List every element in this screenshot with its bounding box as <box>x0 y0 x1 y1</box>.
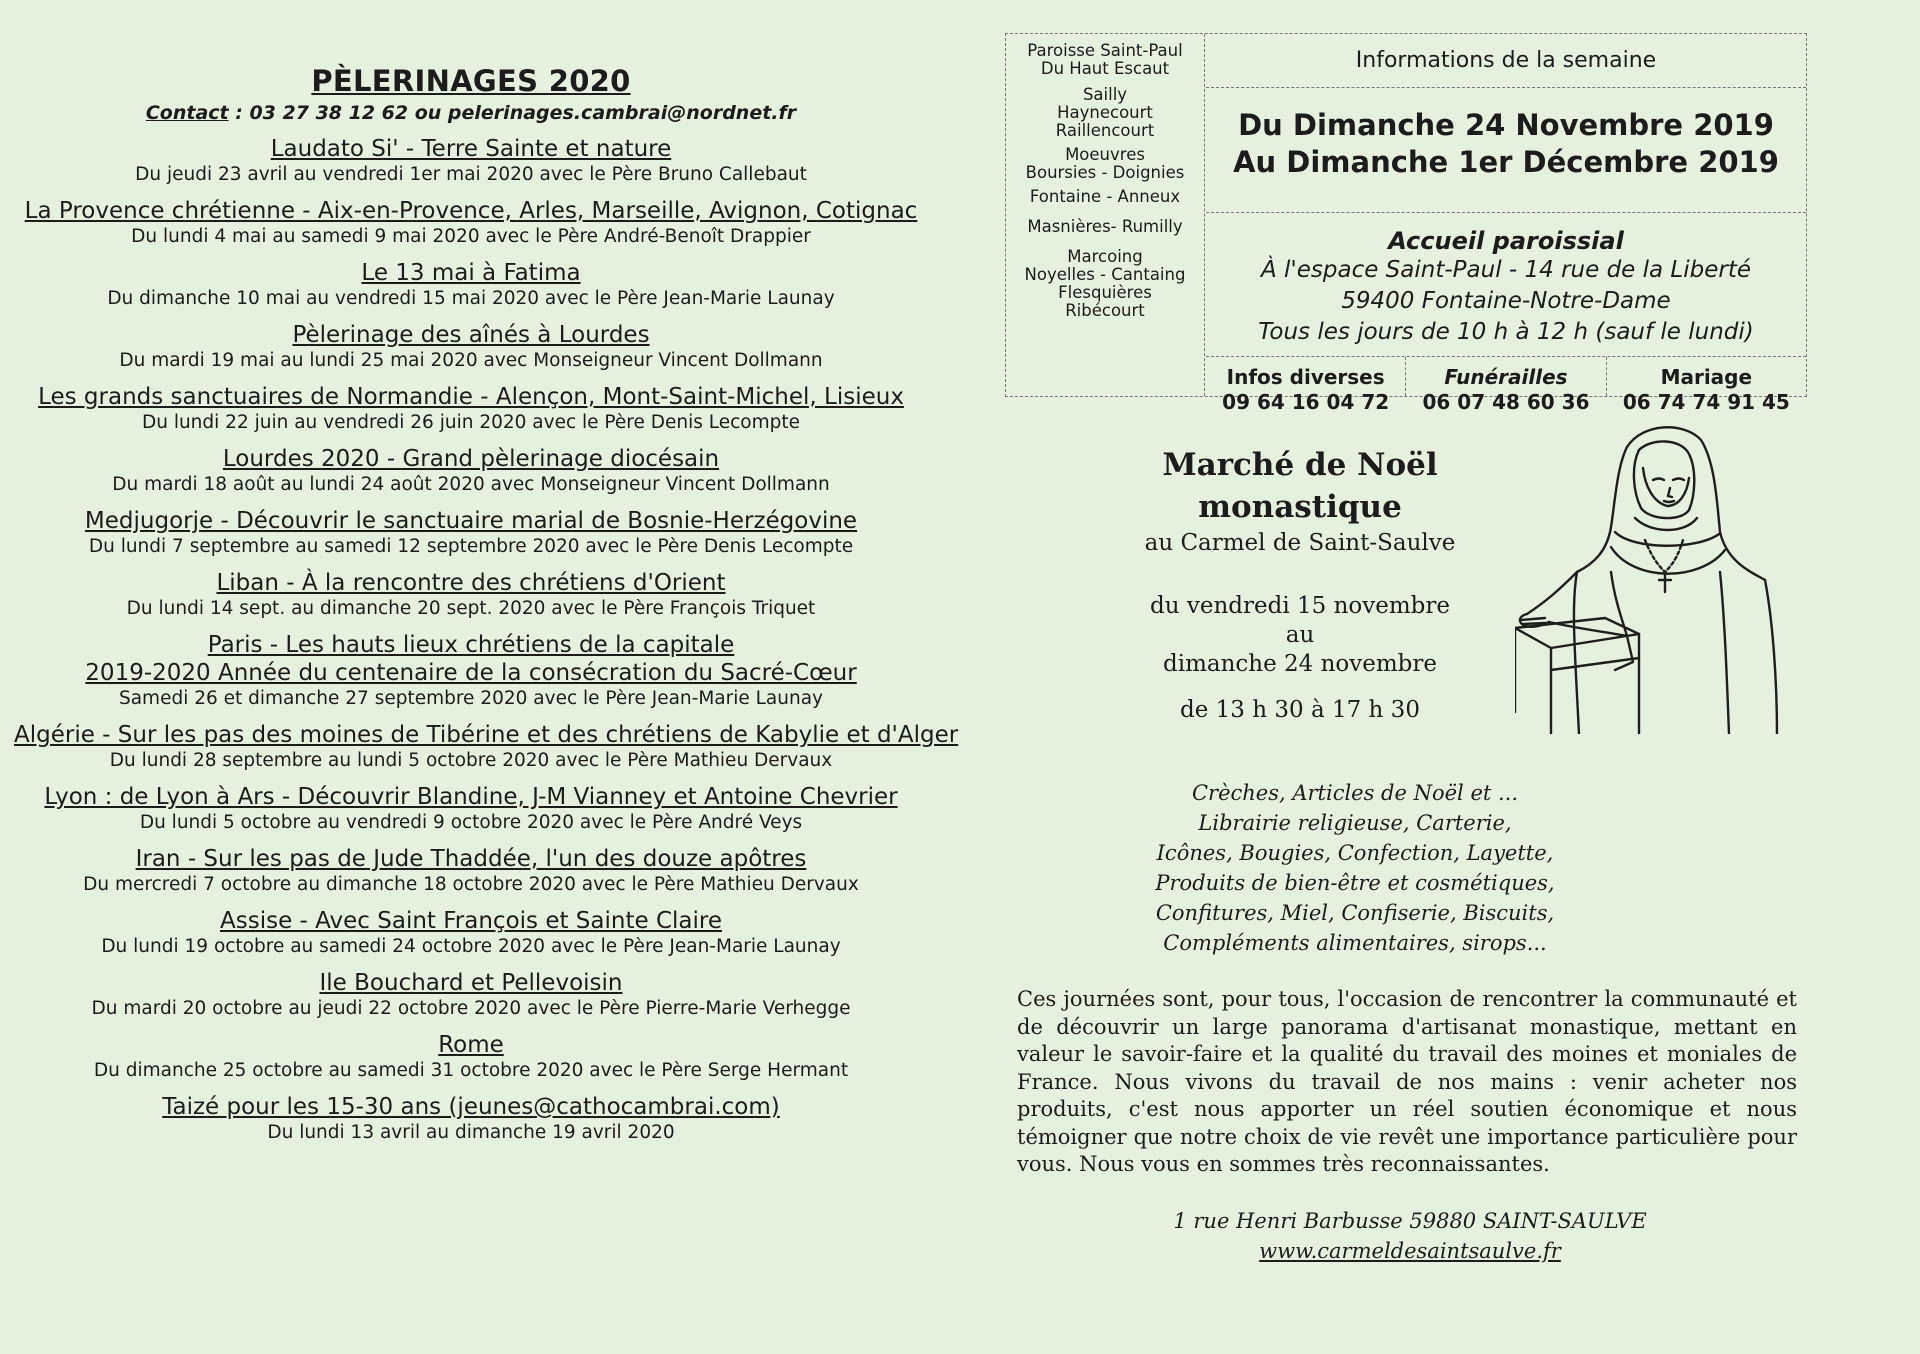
goods-item: Librairie religieuse, Carterie, <box>1198 811 1512 835</box>
trip-title: Medjugorje - Découvrir le sanctuaire marial de Bosnie-Herzégovine <box>84 508 858 534</box>
parish-name: Boursies - Doignies <box>1025 163 1185 182</box>
description-paragraph: Ces journées sont, pour tous, l'occasion de rencontrer la communauté et de découvrir un large panorama d'artisanat monastique, mettant en valeur le savoir-faire et la qualité du travail des moines et moniales de France. Nous vivons du travail de nos mains : venir acheter nos produits, c'est nous apporter un réel soutien économique et nous témoigner que notre choix de vie revêt une importance particulière pour vous. Nous vous en sommes très reconnaissantes. <box>1017 987 1797 1176</box>
phone-number: 06 74 74 91 45 <box>1622 390 1790 414</box>
trip-item <box>14 507 928 558</box>
goods-item: Produits de bien-être et cosmétiques, <box>1155 871 1555 895</box>
trip-item <box>14 321 928 372</box>
phone-contacts <box>1206 356 1806 414</box>
address-block <box>1080 1206 1740 1266</box>
trip-item <box>14 569 928 620</box>
parish-name: Sailly <box>1082 85 1128 104</box>
parish-list <box>1006 34 1205 396</box>
trip-item <box>14 907 928 958</box>
parish-name: Marcoing <box>1067 247 1143 266</box>
phone-label: Infos diverses <box>1226 365 1385 389</box>
phone-contact <box>1405 357 1605 414</box>
trip-title: Algérie - Sur les pas des moines de Tibérine et des chrétiens de Kabylie et d'Alger <box>14 722 959 748</box>
goods-item: Confitures, Miel, Confiserie, Biscuits, <box>1155 901 1555 925</box>
trip-item <box>14 197 928 248</box>
trip-dates: Du jeudi 23 avril au vendredi 1er mai 2020 avec le Père Bruno Callebaut <box>135 164 807 185</box>
marche-date-au: au <box>1285 622 1315 648</box>
parish-name: Du Haut Escaut <box>1040 59 1170 78</box>
trip-list <box>14 135 959 1144</box>
trip-dates: Du mardi 19 mai au lundi 25 mai 2020 avec Monseigneur Vincent Dollmann <box>119 350 823 371</box>
marche-subtitle: au Carmel de Saint-Saulve <box>1144 530 1456 556</box>
carmel-address: 1 rue Henri Barbusse 59880 SAINT-SAULVE <box>1173 1209 1647 1233</box>
trip-title: Iran - Sur les pas de Jude Thaddée, l'un des douze apôtres <box>135 846 807 872</box>
goods-item: Crèches, Articles de Noël et ... <box>1191 781 1519 805</box>
contact-line <box>14 102 928 124</box>
phone-contact <box>1606 357 1806 414</box>
contact-value: : 03 27 38 12 62 ou pelerinages.cambrai@nordnet.fr <box>228 102 797 124</box>
trip-item <box>14 969 928 1020</box>
phone-number: 09 64 16 04 72 <box>1222 390 1390 414</box>
trip-dates: Du dimanche 25 octobre au samedi 31 octobre 2020 avec le Père Serge Hermant <box>93 1060 849 1081</box>
accueil-paroissial <box>1206 215 1806 355</box>
trip-item <box>14 783 928 834</box>
trip-item <box>14 1031 928 1082</box>
goods-item: Icônes, Bougies, Confection, Layette, <box>1156 841 1554 865</box>
date-line-1: Du Dimanche 24 Novembre 2019 <box>1238 108 1774 142</box>
trip-title: Lyon : de Lyon à Ars - Découvrir Blandine, J-M Vianney et Antoine Chevrier <box>44 784 898 810</box>
marche-date-end: dimanche 24 novembre <box>1162 651 1437 677</box>
parish-group <box>1006 218 1204 236</box>
accueil-line: Tous les jours de 10 h à 12 h (sauf le lundi) <box>1258 319 1754 345</box>
parish-name: Fontaine - Anneux <box>1029 187 1181 206</box>
trip-title: Lourdes 2020 - Grand pèlerinage diocésain <box>222 446 720 472</box>
marche-hours: de 13 h 30 à 17 h 30 <box>1180 697 1420 723</box>
marche-title-line2: monastique <box>1198 489 1402 525</box>
parish-group <box>1006 42 1204 78</box>
parish-name: Paroisse Saint-Paul <box>1027 41 1183 60</box>
trip-title: Paris - Les hauts lieux chrétiens de la capitale <box>207 632 735 658</box>
accueil-line: À l'espace Saint-Paul - 14 rue de la Liberté <box>1260 257 1752 283</box>
parish-name: Masnières- Rumilly <box>1027 217 1183 236</box>
trip-title: Les grands sanctuaires de Normandie - Alençon, Mont-Saint-Michel, Lisieux <box>38 384 904 410</box>
parish-group <box>1006 86 1204 140</box>
parish-name: Moeuvres <box>1065 145 1145 164</box>
trip-title: Le 13 mai à Fatima <box>361 260 581 286</box>
trip-title: Rome <box>438 1032 504 1058</box>
parish-info-box <box>1005 33 1807 414</box>
parish-group <box>1006 146 1204 182</box>
trip-dates: Du lundi 5 octobre au vendredi 9 octobre 2020 avec le Père André Veys <box>139 812 803 833</box>
trip-title: 2019-2020 Année du centenaire de la consécration du Sacré-Cœur <box>85 660 857 686</box>
goods-item: Compléments alimentaires, sirops... <box>1163 931 1547 955</box>
trip-item <box>14 1093 928 1144</box>
phone-label: Mariage <box>1660 365 1753 389</box>
parish-name: Flesquières <box>1058 283 1152 302</box>
marche-dates <box>1080 592 1520 679</box>
trip-title: Pèlerinage des aînés à Lourdes <box>292 322 650 348</box>
goods-list <box>1105 778 1605 958</box>
marche-title-line1: Marché de Noël <box>1162 447 1438 483</box>
trip-dates: Du lundi 19 octobre au samedi 24 octobre 2020 avec le Père Jean-Marie Launay <box>101 936 841 957</box>
marche-noel-announcement <box>1080 444 1520 723</box>
trip-dates: Du lundi 4 mai au samedi 9 mai 2020 avec le Père André-Benoît Drappier <box>131 226 811 247</box>
trip-dates: Du mercredi 7 octobre au dimanche 18 octobre 2020 avec le Père Mathieu Dervaux <box>83 874 859 895</box>
trip-dates: Du lundi 13 avril au dimanche 19 avril 2020 <box>267 1122 675 1143</box>
trip-item <box>14 721 959 772</box>
parish-name: Haynecourt <box>1057 103 1153 122</box>
trip-dates: Du lundi 14 sept. au dimanche 20 sept. 2020 avec le Père François Triquet <box>126 598 816 619</box>
trip-item <box>14 631 928 710</box>
trip-item <box>14 259 928 310</box>
week-info-label: Informations de la semaine <box>1206 34 1806 88</box>
marche-date-start: du vendredi 15 novembre <box>1150 593 1450 619</box>
date-line-2: Au Dimanche 1er Décembre 2019 <box>1233 145 1779 179</box>
trip-title: La Provence chrétienne - Aix-en-Provence, Arles, Marseille, Avignon, Cotignac <box>24 198 918 224</box>
phone-contact <box>1206 357 1405 414</box>
parish-group <box>1006 188 1204 206</box>
trip-title: Ile Bouchard et Pellevoisin <box>319 970 623 996</box>
pelerinages-section <box>14 64 959 1144</box>
parish-group <box>1006 248 1204 320</box>
trip-dates: Du lundi 28 septembre au lundi 5 octobre 2020 avec le Père Mathieu Dervaux <box>109 750 833 771</box>
trip-title: Liban - À la rencontre des chrétiens d'Orient <box>216 570 726 596</box>
trip-dates: Du mardi 20 octobre au jeudi 22 octobre 2020 avec le Père Pierre-Marie Verhegge <box>91 998 851 1019</box>
trip-item <box>14 383 928 434</box>
week-dates <box>1206 89 1806 213</box>
pelerinages-title: PÈLERINAGES 2020 <box>311 64 631 98</box>
trip-dates: Du mardi 18 août au lundi 24 août 2020 avec Monseigneur Vincent Dollmann <box>112 474 830 495</box>
parish-name: Ribécourt <box>1065 301 1145 320</box>
parish-name: Noyelles - Cantaing <box>1024 265 1186 284</box>
trip-dates: Du lundi 22 juin au vendredi 26 juin 2020 avec le Père Denis Lecompte <box>141 412 801 433</box>
trip-title: Assise - Avec Saint François et Sainte Claire <box>220 908 722 934</box>
phone-label: Funérailles <box>1444 365 1568 389</box>
phone-number: 06 07 48 60 36 <box>1422 390 1590 414</box>
nun-illustration <box>1515 422 1783 734</box>
trip-item <box>14 445 928 496</box>
trip-item <box>14 845 928 896</box>
accueil-line: 59400 Fontaine-Notre-Dame <box>1341 288 1671 314</box>
trip-dates: Samedi 26 et dimanche 27 septembre 2020 avec le Père Jean-Marie Launay <box>118 688 824 709</box>
trip-title: Laudato Si' - Terre Sainte et nature <box>270 136 672 162</box>
accueil-title: Accueil paroissial <box>1388 227 1624 255</box>
contact-label: Contact <box>145 102 229 124</box>
trip-title: Taizé pour les 15-30 ans (jeunes@cathocambrai.com) <box>162 1094 780 1120</box>
trip-dates: Du lundi 7 septembre au samedi 12 septembre 2020 avec le Père Denis Lecompte <box>88 536 854 557</box>
trip-dates: Du dimanche 10 mai au vendredi 15 mai 2020 avec le Père Jean-Marie Launay <box>107 288 835 309</box>
parish-name: Raillencourt <box>1055 121 1155 140</box>
website-link[interactable]: www.carmeldesaintsaulve.fr <box>1259 1239 1561 1263</box>
trip-item <box>14 135 928 186</box>
